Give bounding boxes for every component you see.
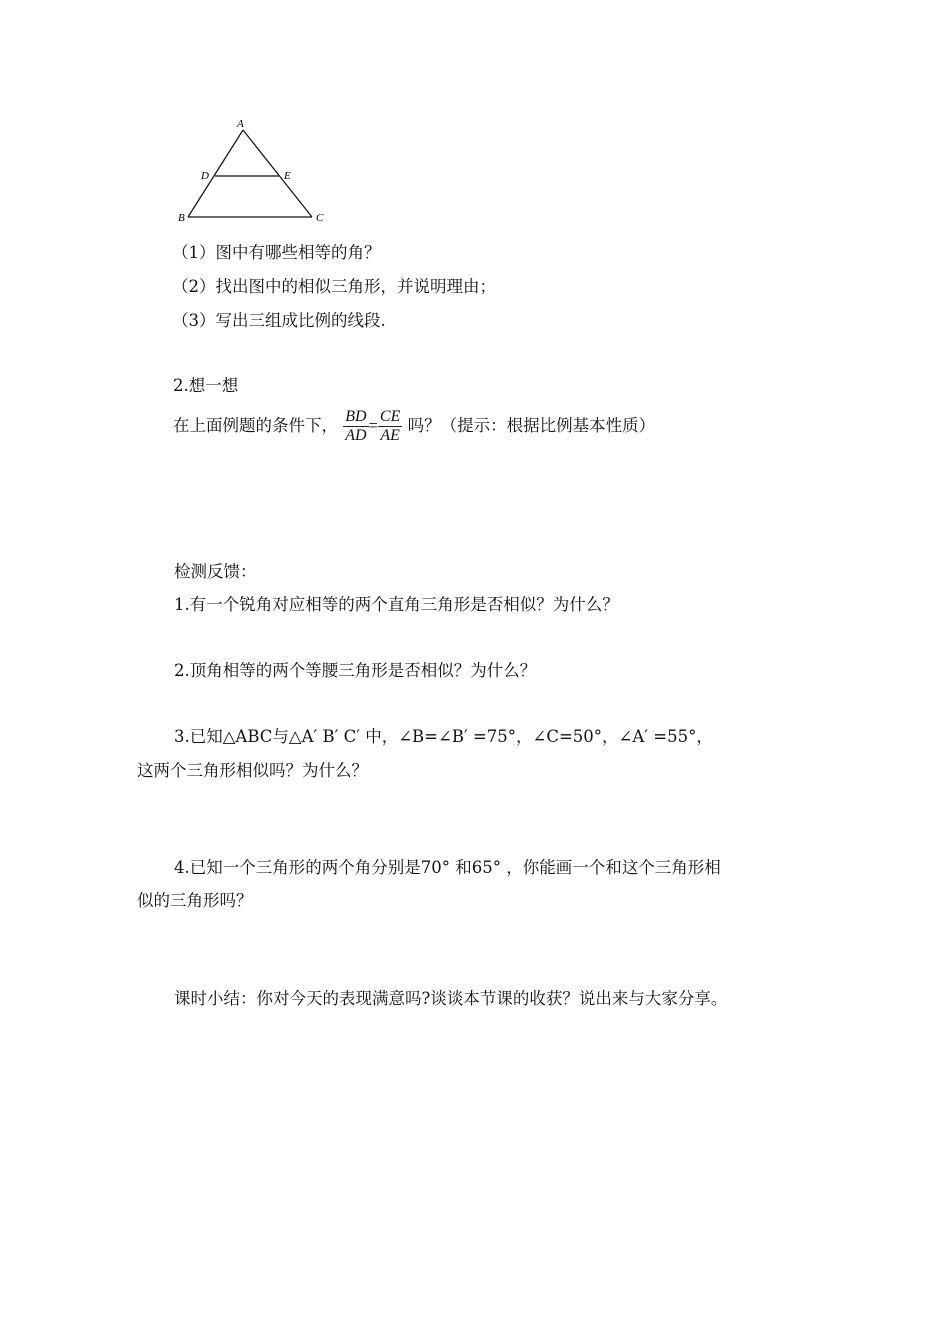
- question-3: （3）写出三组成比例的线段.: [172, 311, 386, 330]
- fraction-1-denominator: AD: [345, 427, 367, 444]
- fraction-1-numerator: BD: [345, 408, 367, 425]
- equals-sign: =: [368, 416, 378, 435]
- label-c: C: [316, 212, 324, 224]
- feedback-item-1: 1.有一个锐角对应相等的两个直角三角形是否相似？为什么？: [174, 595, 619, 614]
- think-question: [173, 406, 655, 446]
- think-prefix: 在上面例题的条件下，: [173, 416, 338, 435]
- feedback-item-4-line-1: 4.已知一个三角形的两个角分别是70° 和65° ，你能画一个和这个三角形相: [174, 858, 721, 877]
- label-d: D: [201, 170, 209, 182]
- feedback-heading: 检测反馈：: [174, 562, 257, 581]
- lesson-summary: 课时小结：你对今天的表现满意吗?谈谈本节课的收获？说出来与大家分享。: [174, 989, 728, 1008]
- label-e: E: [284, 170, 291, 182]
- label-a: A: [237, 118, 244, 130]
- question-1: （1）图中有哪些相等的角？: [172, 243, 381, 262]
- think-suffix: 吗？（提示：根据比例基本性质）: [407, 416, 656, 435]
- feedback-item-3-line-1: 3.已知△ABC与△A′ B′ C′ 中，∠B=∠B′ =75°，∠C=50°，∠A′ =55°，: [174, 727, 713, 746]
- fraction-bd-ad: [343, 408, 368, 445]
- feedback-item-4-line-2: 似的三角形吗？: [137, 891, 253, 910]
- fraction-2-denominator: AE: [380, 427, 400, 444]
- label-b: B: [178, 212, 185, 224]
- fraction-2-numerator: CE: [379, 408, 401, 425]
- feedback-item-2: 2.顶角相等的两个等腰三角形是否相似？为什么？: [174, 661, 537, 680]
- question-2: （2）找出图中的相似三角形，并说明理由；: [172, 277, 496, 296]
- feedback-item-3-line-2: 这两个三角形相似吗？为什么？: [137, 761, 368, 780]
- side-ac: [243, 130, 312, 217]
- side-ab: [188, 130, 243, 217]
- think-heading: 2.想一想: [173, 376, 239, 395]
- triangle-figure: [170, 114, 340, 230]
- fraction-ce-ae: [378, 408, 402, 445]
